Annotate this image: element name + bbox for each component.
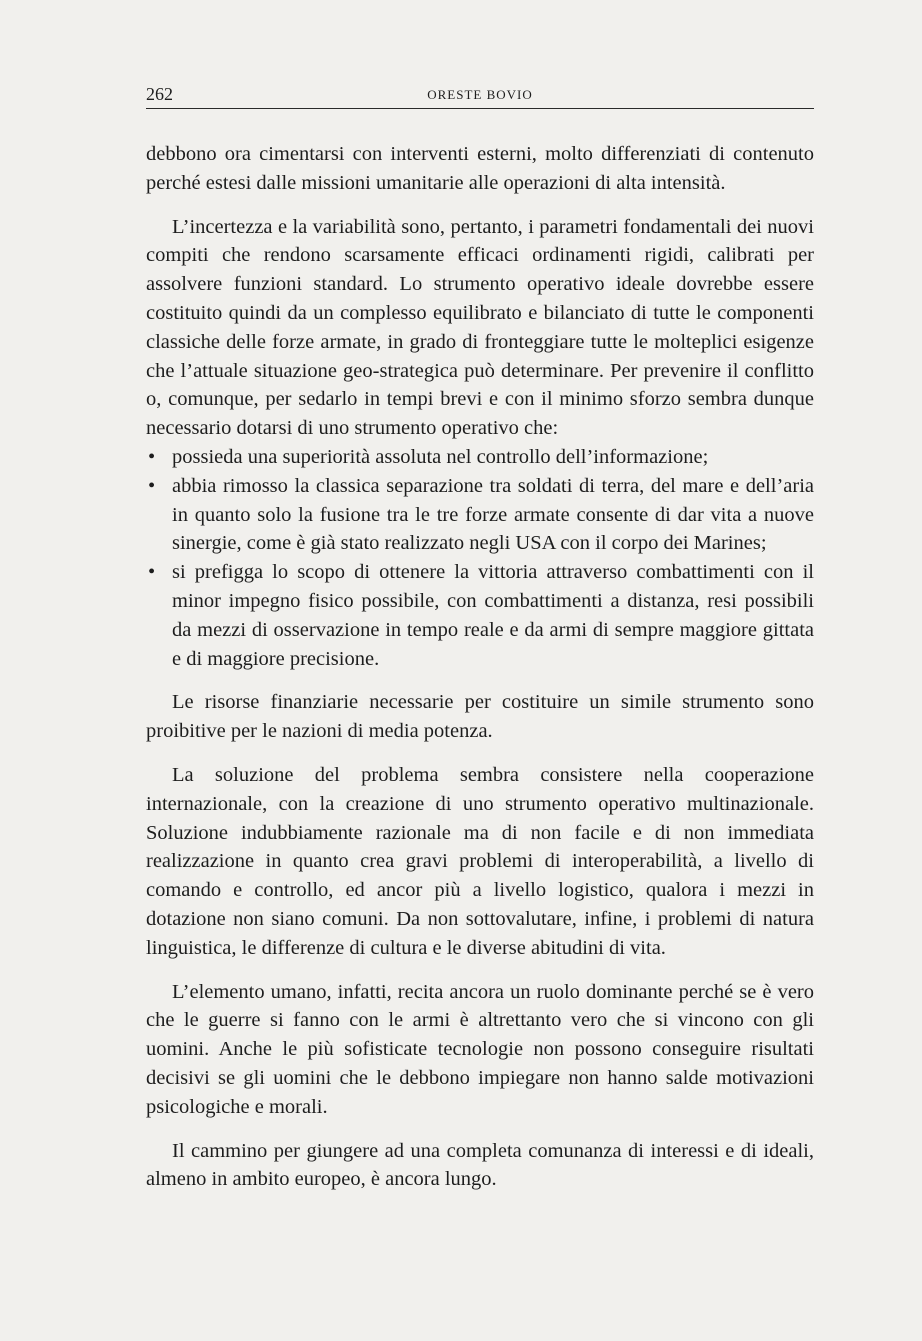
header-rule bbox=[146, 108, 814, 109]
bullet-list bbox=[146, 443, 814, 673]
paragraph-3: Le risorse finanziarie necessarie per costituire un simile strumento sono proibitive per le nazioni di media potenza. bbox=[146, 691, 814, 743]
paragraph-4: La soluzione del problema sembra consistere nella cooperazione internazionale, con la creazione di uno strumento operativo multinazionale. Soluzione indubbiamente razionale ma di non facile e di non immediata realizzazione in quanto crea gravi problemi di interoperabilità, a livello di comando e controllo, ed ancor più a livello logistico, qualora i mezzi in dotazione non siano comuni. Da non sottovalutare, infine, i problemi di natura linguistica, le differenze di cultura e le diverse abitudini di vita. bbox=[146, 763, 814, 959]
page-number: 262 bbox=[146, 84, 173, 104]
bullet-item-1: • possieda una superiorità assoluta nel controllo dell’informazione; bbox=[146, 443, 814, 472]
paragraph-2: L’incertezza e la variabilità sono, pertanto, i parametri fondamentali dei nuovi compiti che rendono scarsamente efficaci ordinamenti rigidi, calibrati per assolvere funzioni standard. Lo strumento operativo ideale dovrebbe essere costituito quindi da un complesso equilibrato e bilanciato di tutte le componenti classiche delle forze armate, in grado di fronteggiare tutte le molteplici esigenze che l’attuale situazione geo-strategica può determinare. Per prevenire il conflitto o, comunque, per sedarlo in tempi brevi e con il minimo sforzo sembra dunque necessario dotarsi di uno strumento operativo che: bbox=[146, 215, 814, 440]
bullet-item-3: • si prefigga lo scopo di ottenere la vittoria attraverso combattimenti con il minor impegno fisico possibile, con combattimenti a distanza, resi possibili da mezzi di osservazione in tempo reale e da armi di sempre maggiore gittata e di maggiore precisione. bbox=[146, 558, 814, 673]
paragraph-6: Il cammino per giungere ad una completa comunanza di interessi e di ideali, almeno in ambito europeo, è ancora lungo. bbox=[146, 1139, 814, 1191]
paragraph-1: debbono ora cimentarsi con interventi esterni, molto differenziati di contenuto perché estesi dalle missioni umanitarie alle operazioni di alta intensità. bbox=[146, 143, 814, 194]
bullet-item-2: • abbia rimosso la classica separazione tra soldati di terra, del mare e dell’aria in quanto solo la fusione tra le tre forze armate consente di dar vita a nuove sinergie, come è già stato realizzato negli USA con il corpo dei Marines; bbox=[146, 472, 814, 558]
running-head: ORESTE BOVIO bbox=[427, 87, 533, 102]
body-text bbox=[146, 140, 814, 1194]
paragraph-5: L’elemento umano, infatti, recita ancora un ruolo dominante perché se è vero che le guerre si fanno con le armi è altrettanto vero che si vincono con gli uomini. Anche le più sofisticate tecnologie non possono conseguire risultati decisivi se gli uomini che le debbono impiegare non hanno salde motivazioni psicologiche e morali. bbox=[146, 980, 814, 1118]
page-header bbox=[146, 84, 814, 106]
